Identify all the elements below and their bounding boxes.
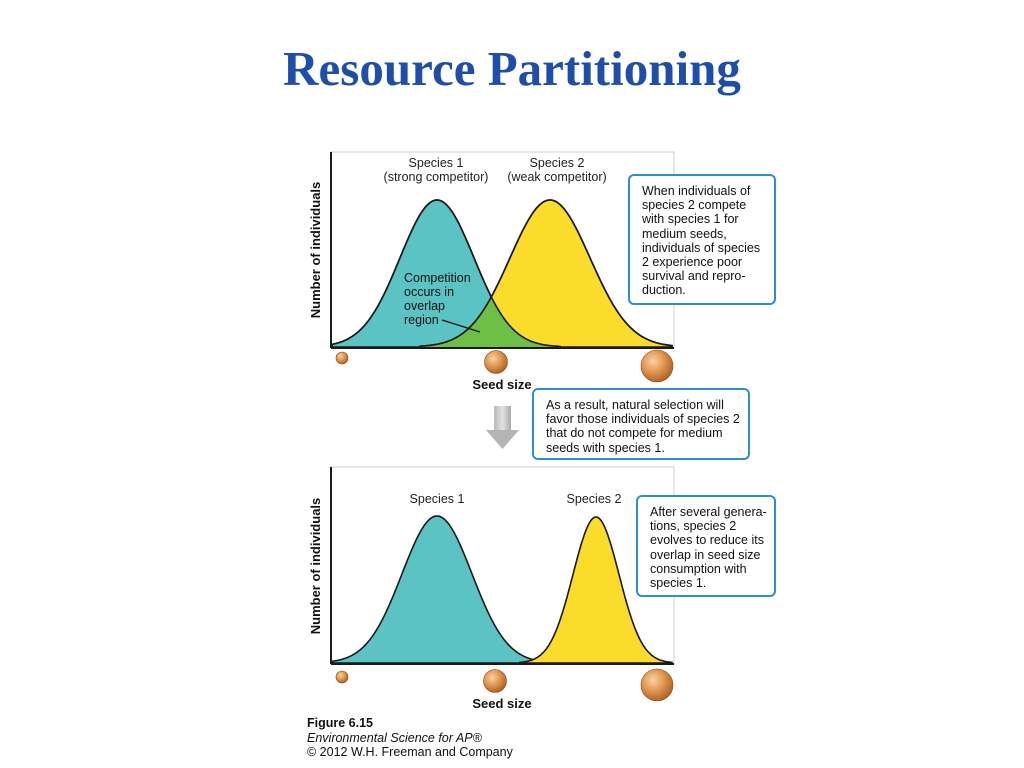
bottom-medium-seed — [484, 670, 507, 693]
book-title: Environmental Science for AP® — [307, 730, 482, 745]
note-line: consumption with — [650, 561, 747, 576]
competition-note — [628, 174, 776, 305]
bottom-small-seed — [336, 671, 348, 683]
evolution-note — [636, 495, 776, 597]
note-line: species 2 compete — [642, 198, 747, 213]
bottom-y-axis-label: Number of individuals — [308, 497, 323, 635]
note-line: that do not compete for medium — [546, 426, 723, 441]
overlap-label-line-4: region — [404, 313, 439, 327]
note-line: individuals of species — [642, 240, 761, 255]
note-line: seeds with species 1. — [546, 440, 665, 455]
note-line: As a result, natural selection will — [546, 398, 724, 412]
top-small-seed — [336, 352, 348, 364]
note-line: with species 1 for — [642, 212, 739, 227]
note-line: overlap in seed size — [650, 547, 761, 562]
bottom-species2-label: Species 2 — [566, 492, 622, 506]
figure-number: Figure 6.15 — [307, 716, 373, 730]
selection-note — [532, 388, 750, 460]
down-arrow — [486, 406, 519, 449]
top-large-seed — [641, 350, 673, 382]
overlap-label-line-1: Competition — [404, 271, 471, 285]
note-line: After several genera- — [650, 505, 767, 519]
top-species1-sublabel: (strong competitor) — [383, 170, 489, 184]
figure-caption — [307, 716, 513, 760]
note-line: 2 experience poor — [642, 255, 743, 270]
note-line: duction. — [642, 283, 686, 298]
slide-title: Resource Partitioning — [283, 41, 741, 96]
note-line: species 1. — [650, 576, 707, 591]
overlap-label-line-2: occurs in — [404, 285, 455, 299]
note-line: evolves to reduce its — [650, 533, 764, 548]
top-y-axis-label: Number of individuals — [308, 181, 323, 319]
top-x-axis-label: Seed size — [472, 377, 532, 392]
top-medium-seed — [485, 351, 508, 374]
note-line: tions, species 2 — [650, 519, 737, 534]
top-chart — [308, 152, 674, 392]
top-species2-label: Species 2 — [529, 156, 585, 170]
bottom-large-seed — [641, 669, 673, 701]
note-line: survival and repro- — [642, 269, 746, 284]
top-species2-sublabel: (weak competitor) — [507, 170, 607, 184]
copyright: © 2012 W.H. Freeman and Company — [307, 745, 513, 759]
note-line: medium seeds, — [642, 226, 727, 241]
note-line: When individuals of — [642, 184, 751, 198]
bottom-x-axis-label: Seed size — [472, 696, 532, 711]
top-species1-label: Species 1 — [408, 156, 464, 170]
note-line: favor those individuals of species 2 — [546, 412, 740, 427]
bottom-species1-label: Species 1 — [409, 492, 465, 506]
overlap-label-line-3: overlap — [404, 299, 445, 313]
bottom-chart — [308, 467, 674, 711]
